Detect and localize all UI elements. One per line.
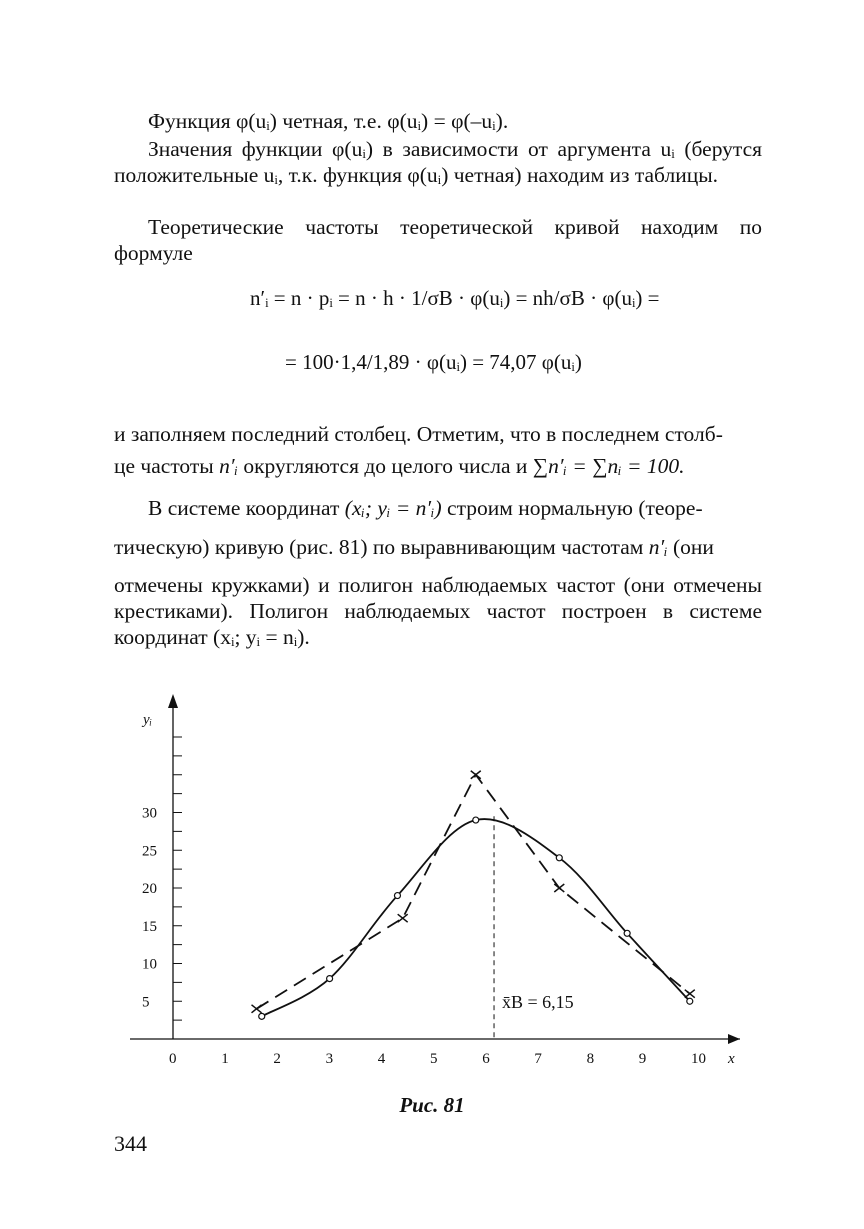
- theoretical-point-circle: [259, 1013, 265, 1019]
- p4-pre: це частоты: [114, 454, 214, 478]
- theoretical-point-circle: [624, 930, 630, 936]
- y-tick-label: 25: [142, 843, 157, 860]
- theoretical-point-circle: [687, 998, 693, 1004]
- p5b-pre: тическую) кривую (рис. 81) по выравнивающим частотам: [114, 535, 644, 559]
- x-tick-label: 2: [273, 1051, 281, 1067]
- x-tick-label: 3: [325, 1051, 334, 1067]
- p5-pre: В системе координат: [148, 496, 340, 520]
- ni-prime-symbol: n′ᵢ: [219, 454, 238, 478]
- observed-point-cross: [471, 771, 481, 779]
- normal-curve-chart: [0, 680, 864, 1080]
- y-tick-label: 20: [142, 881, 157, 897]
- paragraph-5-rest: отмечены кружками) и полигон наблюдаемых частот (они отмечены крестиками). Полигон наблюдаемых частот построен в системе координат (xᵢ; yᵢ = nᵢ).: [114, 573, 762, 649]
- theoretical-point-circle: [327, 976, 333, 982]
- y-tick-label: 15: [142, 918, 157, 935]
- chart-series: [252, 771, 695, 1020]
- mean-annotation: x̄В = 6,15: [502, 992, 574, 1012]
- chart-axes: [130, 694, 740, 1067]
- paragraph-5-line-2: [114, 535, 714, 560]
- x-axis-label: x: [728, 1051, 735, 1067]
- p5b-post: (они: [672, 535, 714, 559]
- formula-line-1: n′ᵢ = n · pᵢ = n · h · 1/σВ · φ(uᵢ) = nh/σВ · φ(uᵢ) =: [250, 286, 660, 310]
- paragraph-4-line-1: и заполняем последний столбец. Отметим, что в последнем столб-: [114, 422, 723, 446]
- y-tick-label: 10: [142, 956, 157, 973]
- theoretical-point-circle: [556, 855, 562, 861]
- x-tick-label: 10: [691, 1051, 706, 1067]
- paragraph-2: Значения функции φ(uᵢ) в зависимости от аргумента uᵢ (берутся положительные uᵢ, т.к. функция φ(uᵢ) четная) находим из таблицы.: [114, 137, 762, 187]
- formula-line-2: = 100·1,4/1,89 · φ(uᵢ) = 74,07 φ(uᵢ): [285, 350, 582, 374]
- y-tick-label: 5: [142, 994, 150, 1011]
- x-tick-label: 7: [534, 1051, 542, 1067]
- x-tick-label: 1: [221, 1051, 229, 1067]
- paragraph-5-line-1: [148, 496, 703, 521]
- ni-prime-symbol-2: n′ᵢ: [648, 535, 668, 559]
- y-axis-arrow: [168, 694, 178, 708]
- y-axis-label: yᵢ: [143, 712, 153, 728]
- chart-ticks: [142, 737, 706, 1067]
- x-tick-label: 8: [586, 1051, 595, 1067]
- page-number: 344: [114, 1131, 147, 1156]
- y-tick-label: 30: [142, 805, 157, 822]
- x-tick-label: 9: [638, 1051, 647, 1067]
- p4-mid: округляются до целого числа и: [243, 454, 528, 478]
- paragraph-1: Функция φ(uᵢ) четная, т.е. φ(uᵢ) = φ(–uᵢ).: [148, 109, 509, 133]
- sum-expression: ∑n′ᵢ = ∑nᵢ = 100.: [532, 454, 685, 478]
- theoretical-point-circle: [394, 893, 400, 899]
- observed-point-cross: [685, 990, 695, 998]
- paragraph-3: Теоретические частоты теоретической кривой находим по формуле: [114, 215, 762, 265]
- p5-post: строим нормальную (теоре-: [447, 496, 703, 520]
- observed-polygon: [257, 775, 690, 1009]
- paragraph-4-line-2: [114, 454, 685, 479]
- observed-point-cross: [398, 914, 408, 922]
- observed-point-cross: [554, 884, 564, 892]
- x-tick-label: 4: [377, 1051, 386, 1067]
- figure-caption: Рис. 81: [399, 1093, 465, 1117]
- chart-annotations: [494, 816, 574, 1039]
- theoretical-point-circle: [473, 817, 479, 823]
- observed-point-cross: [252, 1005, 262, 1013]
- x-tick-label: 0: [169, 1051, 177, 1067]
- x-tick-label: 5: [430, 1051, 438, 1067]
- theoretical-curve: [262, 819, 690, 1016]
- x-tick-label: 6: [482, 1051, 490, 1067]
- x-axis-arrow: [728, 1034, 740, 1044]
- coord-expression: (xᵢ; yᵢ = n′ᵢ): [344, 496, 442, 520]
